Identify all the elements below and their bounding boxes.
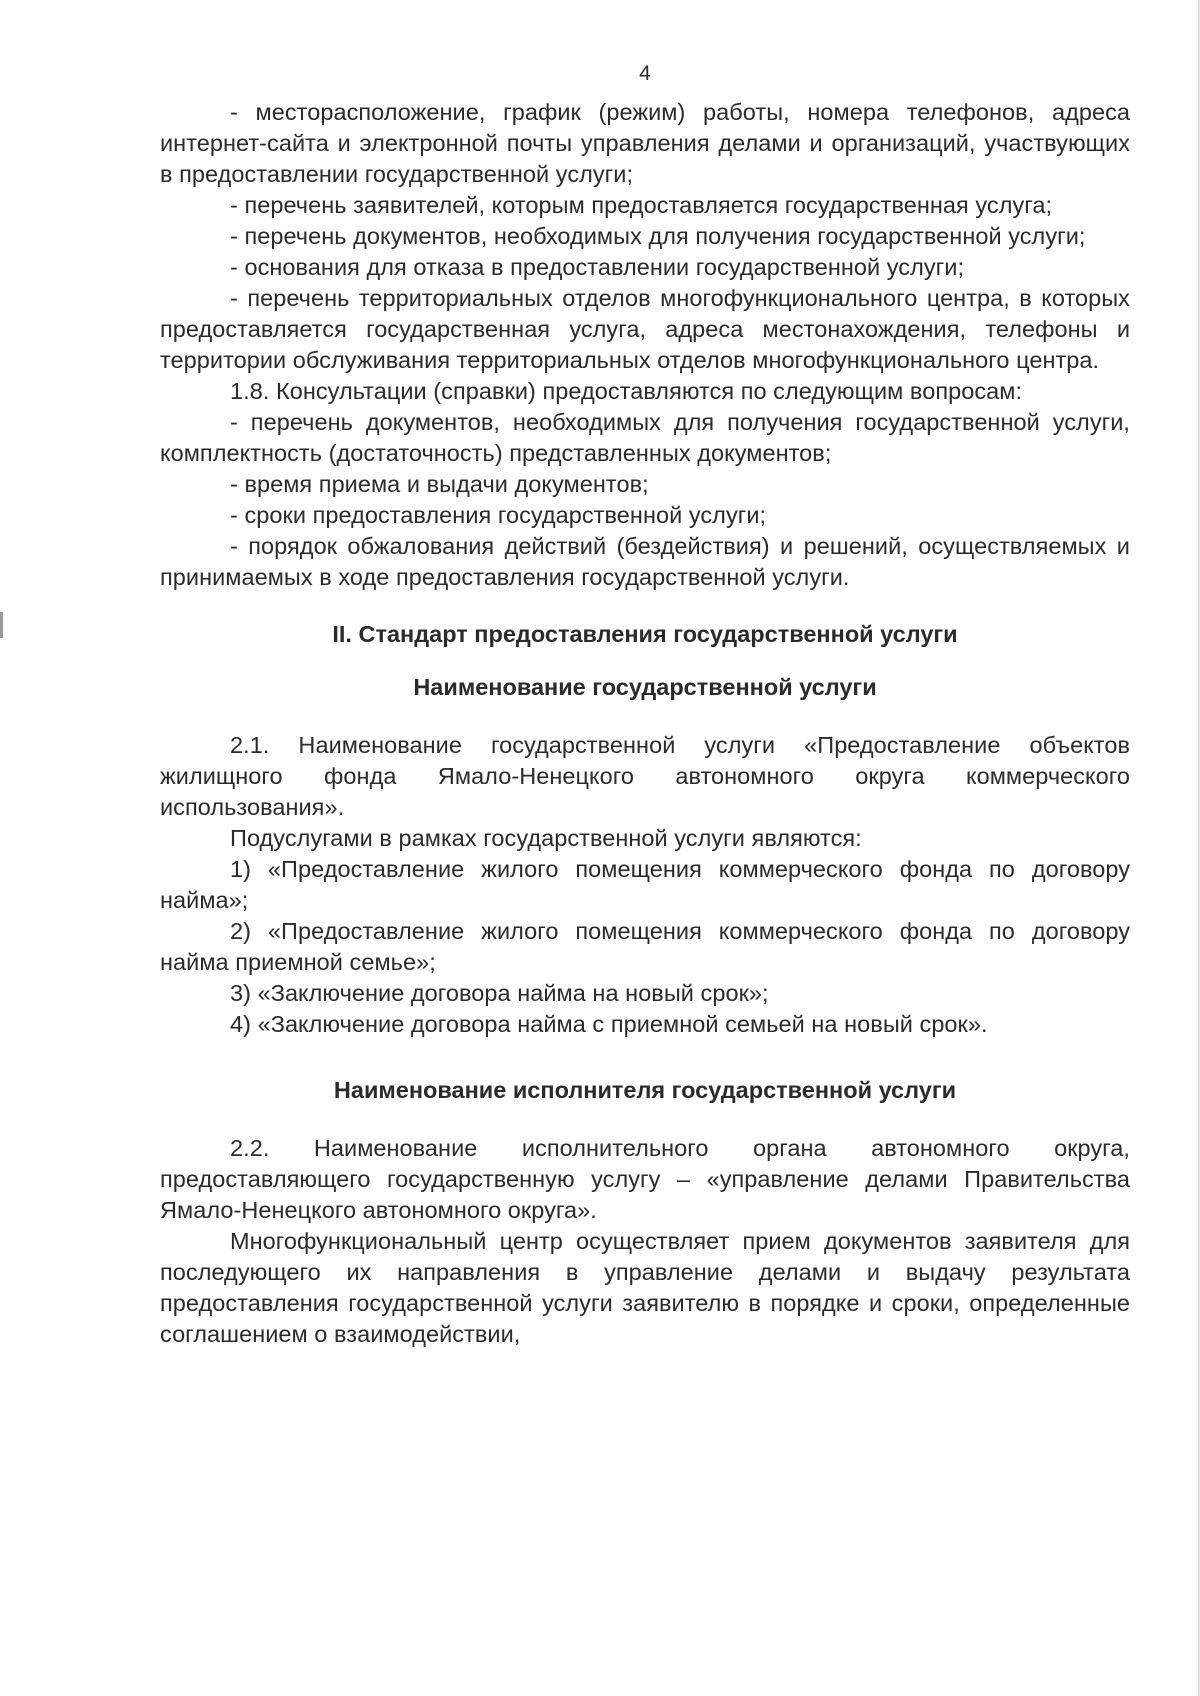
- paragraph: 2) «Предоставление жилого помещения коммерческого фонда по договору найма приемной семье»;: [160, 918, 1130, 975]
- paragraph: - месторасположение, график (режим) работы, номера телефонов, адреса интернет-сайта и электронной почты управления делами и организаций, участвующих в предоставлении государственной услуги;: [160, 99, 1130, 187]
- paragraph: 4) «Заключение договора найма с приемной семьей на новый срок».: [230, 1011, 988, 1037]
- paragraph: - сроки предоставления государственной услуги;: [230, 502, 767, 528]
- paragraph: Подуслугами в рамках государственной услуги являются:: [230, 825, 862, 851]
- paragraph: 1.8. Консультации (справки) предоставляются по следующим вопросам:: [230, 378, 1023, 404]
- paragraph: - порядок обжалования действий (бездействия) и решений, осуществляемых и принимаемых в ходе предоставления государственной услуги.: [160, 533, 1130, 590]
- paragraph: - перечень документов, необходимых для получения государственной услуги, комплектность (достаточность) представленных документов;: [160, 409, 1130, 466]
- paragraph: Многофункциональный центр осуществляет прием документов заявителя для последующего их направления в управление делами и выдачу результата предоставления государственной услуги заявителю в порядке и сроки, определенные соглашением о взаимодействии,: [160, 1228, 1130, 1347]
- subheading-service-executor: Наименование исполнителя государственной услуги: [333, 1077, 957, 1103]
- scan-edge-mark: [0, 612, 3, 638]
- section-heading: II. Стандарт предоставления государственной услуги: [332, 621, 958, 647]
- paragraph: 2.2. Наименование исполнительного органа автономного округа, предоставляющего государственную услугу – «управление делами Правительства Ямало-Ненецкого автономного округа».: [160, 1135, 1130, 1223]
- page-number: 4: [639, 62, 651, 85]
- paragraph: 2.1. Наименование государственной услуги «Предоставление объектов жилищного фонда Ямало-Ненецкого автономного округа коммерческого использования».: [160, 732, 1130, 820]
- paragraph: - перечень заявителей, которым предоставляется государственная услуга;: [230, 192, 1053, 218]
- paragraph: - время приема и выдачи документов;: [230, 471, 649, 497]
- document-page: [160, 62, 1130, 1350]
- service-name-section: [160, 730, 1130, 1040]
- paragraph: - перечень документов, необходимых для получения государственной услуги;: [230, 223, 1086, 249]
- paragraph: 1) «Предоставление жилого помещения коммерческого фонда по договору найма»;: [160, 856, 1130, 913]
- paragraph: - перечень территориальных отделов многофункционального центра, в которых предоставляется государственная услуга, адреса местонахождения, телефоны и территории обслуживания территориальных отделов многофункционального центра.: [160, 285, 1130, 373]
- info-list: [160, 97, 1130, 593]
- subheading-service-name: Наименование государственной услуги: [413, 674, 877, 700]
- executor-section: [160, 1133, 1130, 1350]
- paragraph: 3) «Заключение договора найма на новый срок»;: [230, 980, 769, 1006]
- paragraph: - основания для отказа в предоставлении государственной услуги;: [230, 254, 965, 280]
